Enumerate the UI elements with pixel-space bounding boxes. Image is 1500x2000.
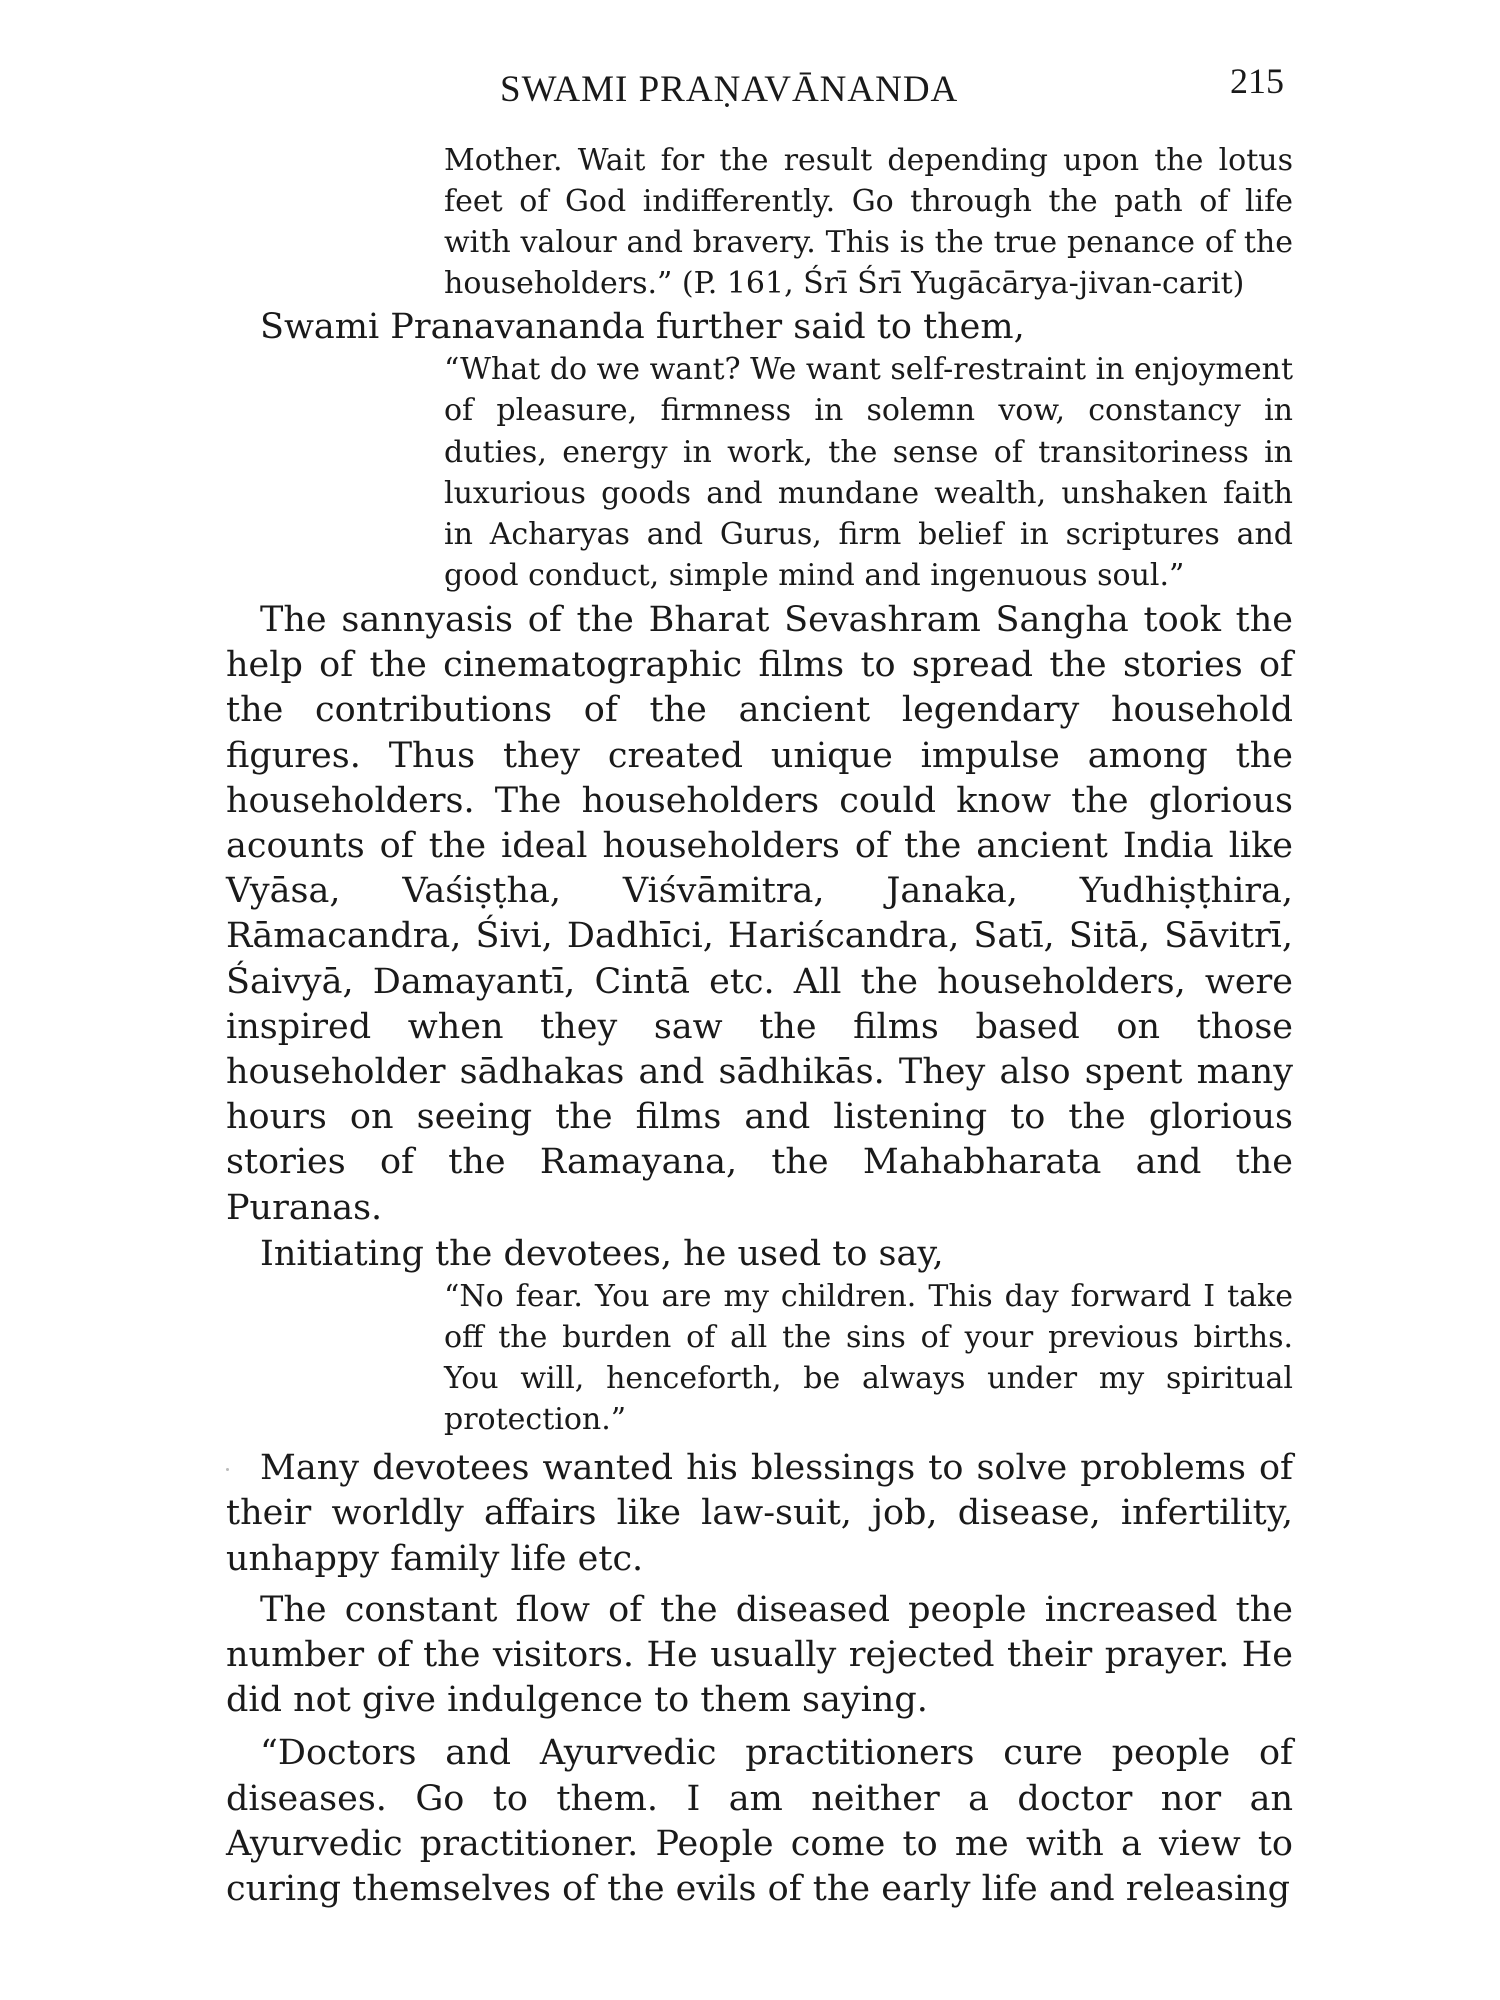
page-number: 215 <box>1230 61 1284 101</box>
running-title: SWAMI PRAṆAVĀNANDA <box>500 69 959 110</box>
paragraph-lead-in: Swami Pranavananda further said to them, <box>260 307 1025 348</box>
body-paragraph: The constant flow of the diseased people increased the number of the visitors. He usually rejected their prayer. He did not give indulgence to them saying. <box>226 1589 1293 1721</box>
body-paragraph: Many devotees wanted his blessings to solve problems of their worldly affairs like law-suit, job, disease, infertility, unhappy family life etc. <box>226 1448 1293 1579</box>
scan-speck <box>226 1468 229 1471</box>
block-quote: “No fear. You are my children. This day forward I take off the burden of all the sins of your previous births. You will, henceforth, be always under my spiritual protection.” <box>444 1278 1293 1438</box>
body-paragraph: “Doctors and Ayurvedic practitioners cure people of diseases. Go to them. I am neither a doctor nor an Ayurvedic practitioner. People come to me with a view to curing themselves of the evils of the early life and releasing <box>226 1733 1293 1909</box>
page-body <box>226 140 1293 1912</box>
block-quote: “What do we want? We want self-restraint in enjoyment of pleasure, firmness in solemn vow, constancy in duties, energy in work, the sense of transitoriness in luxurious goods and mundane wealth, unshaken faith in Acharyas and Gurus, firm belief in scriptures and good conduct, simple mind and ingenuous soul.” <box>444 352 1293 593</box>
paragraph-lead-in: Initiating the devotees, he used to say, <box>260 1233 944 1274</box>
block-quote: Mother. Wait for the result depending upon the lotus feet of God indifferently. Go through the path of life with valour and bravery. This is the true penance of the householders.” (P. 161, Śrī Śrī Yugācārya-jivan-carit) <box>444 143 1293 302</box>
body-paragraph: The sannyasis of the Bharat Sevashram Sangha took the help of the cinematographic films to spread the stories of the contributions of the ancient legendary household figures. Thus they created unique impulse among the householders. The householders could know the glorious acounts of the ideal householders of the ancient India like Vyāsa, Vaśiṣṭha, Viśvāmitra, Janaka, Yudhiṣṭhira, Rāmacandra, Śivi, Dadhīci, Hariścandra, Satī, Sitā, Sāvitrī, Śaivyā, Damayantī, Cintā etc. All the householders, were inspired when they saw the films based on those householder sādhakas and sādhikās. They also spent many hours on seeing the films and listening to the glorious stories of the Ramayana, the Mahabharata and the Puranas. <box>226 599 1293 1228</box>
